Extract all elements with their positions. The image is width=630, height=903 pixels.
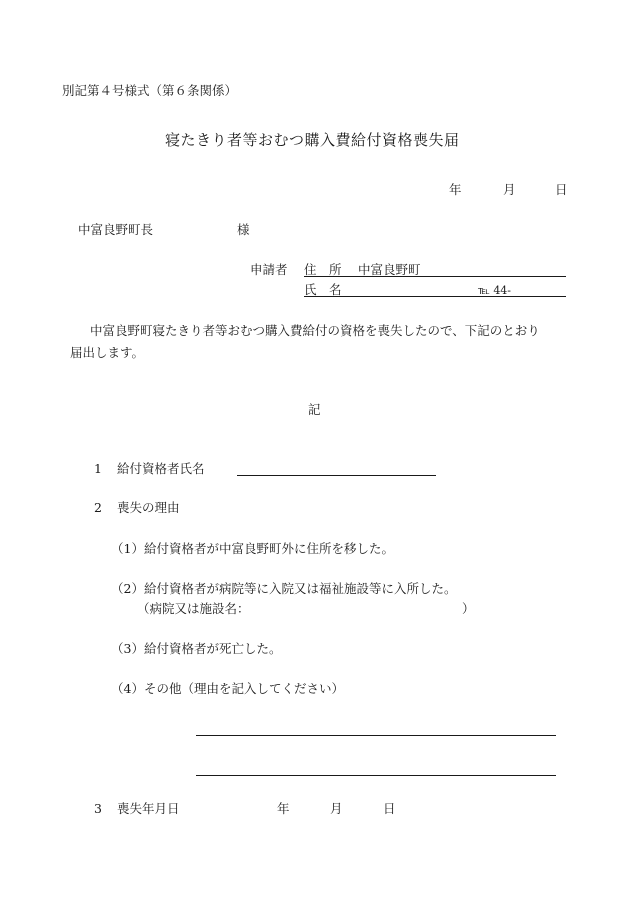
ki-heading: 記	[308, 402, 321, 417]
other-reason-line-1	[196, 735, 556, 736]
date-month-label: 月	[503, 182, 516, 197]
address-value: 中富良野町	[358, 262, 421, 277]
purpose-text: 中富良野町寝たきり者等おむつ購入費給付の資格を喪失したので、下記のとおり届出します。	[70, 323, 540, 360]
loss-year-label: 年	[277, 801, 290, 816]
date-day-label: 日	[555, 182, 568, 197]
date-year-label: 年	[449, 182, 462, 197]
form-label: 別記第４号様式（第６条関係）	[62, 83, 238, 98]
item-2-label: 喪失の理由	[117, 500, 180, 515]
addressee-honorific: 様	[237, 222, 250, 237]
facility-label: （病院又は施設名：	[137, 601, 250, 616]
reason-3: （3）給付資格者が死亡した。	[111, 641, 282, 656]
tel-label: ℡ 44-	[478, 284, 512, 297]
item-1-label: 給付資格者氏名	[117, 461, 205, 476]
recipient-name-line	[237, 475, 436, 476]
loss-month-label: 月	[330, 801, 343, 816]
document-title: 寝たきり者等おむつ購入費給付資格喪失届	[165, 131, 460, 149]
reason-4: （4）その他（理由を記入してください）	[111, 681, 344, 696]
applicant-label: 申請者	[250, 262, 288, 277]
reason-1: （1）給付資格者が中富良野町外に住所を移した。	[111, 541, 394, 556]
address-underline	[304, 276, 566, 277]
name-label: 氏 名	[304, 282, 342, 297]
item-3-number: 3	[94, 801, 102, 816]
name-underline	[304, 296, 566, 297]
loss-day-label: 日	[383, 801, 396, 816]
reason-2: （2）給付資格者が病院等に入院又は福祉施設等に入所した。	[111, 581, 457, 596]
facility-close-paren: ）	[462, 601, 475, 616]
item-1-number: 1	[94, 461, 102, 476]
item-2-number: 2	[94, 500, 102, 515]
item-3-label: 喪失年月日	[117, 801, 180, 816]
other-reason-line-2	[196, 775, 556, 776]
address-label: 住 所	[304, 262, 342, 277]
addressee-name: 中富良野町長	[78, 222, 154, 237]
